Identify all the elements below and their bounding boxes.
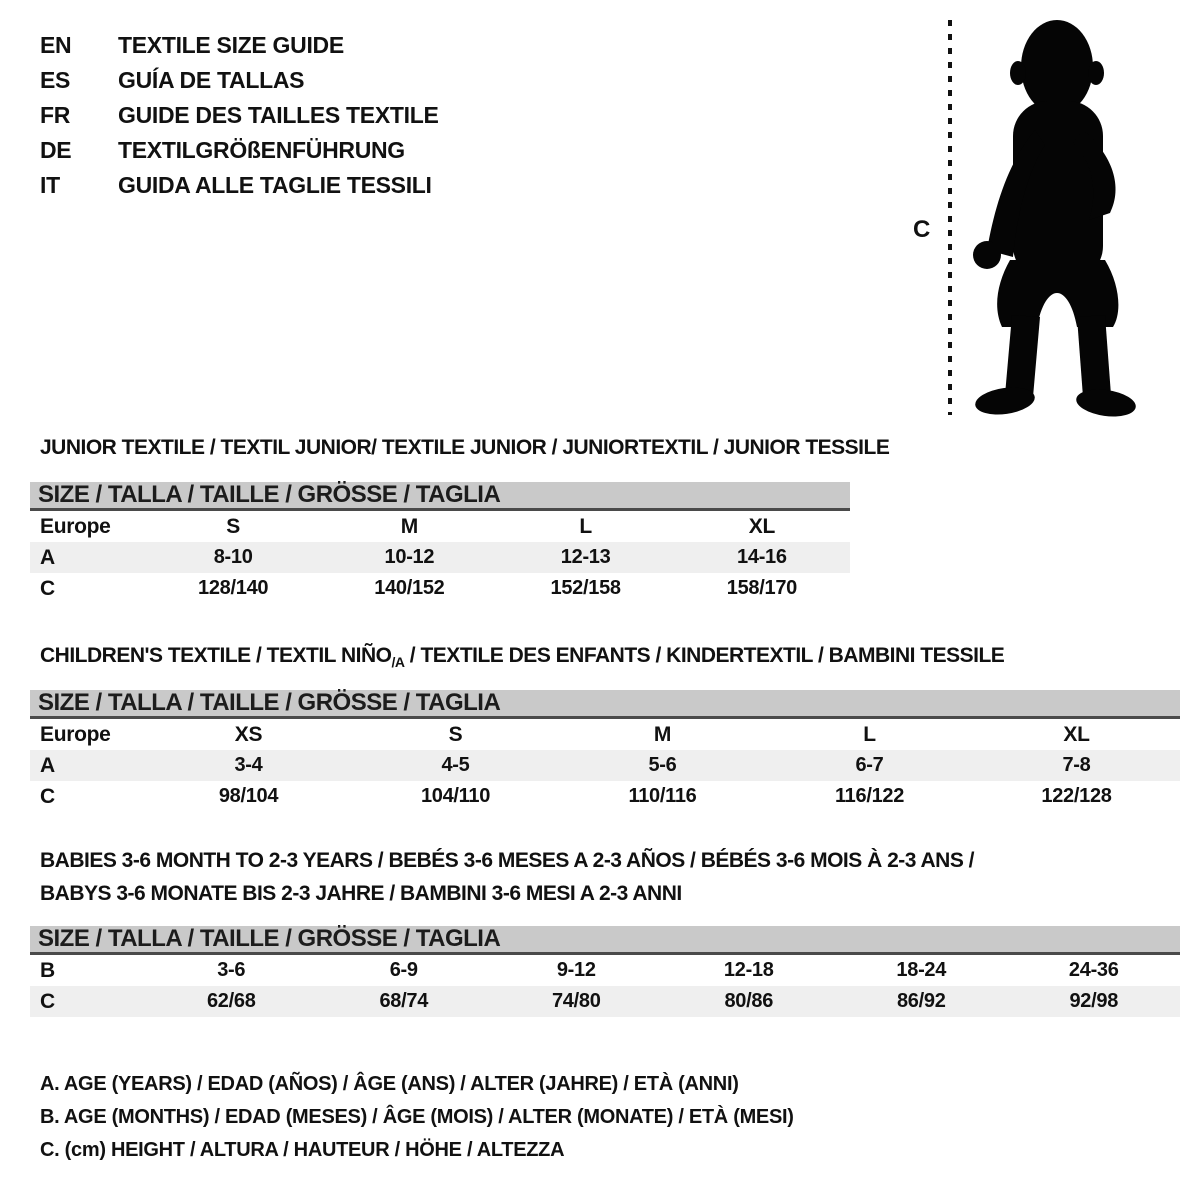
height-measure-label: C (913, 216, 931, 243)
size-value: 104/110 (420, 785, 491, 807)
size-header-label: SIZE / TALLA / TAILLE / GRÖSSE / TAGLIA (38, 689, 501, 716)
size-value: 3-4 (234, 754, 263, 776)
col-header: M (653, 722, 672, 746)
size-value: 68/74 (379, 990, 429, 1012)
row-label: C (40, 784, 55, 808)
lang-row-de (40, 133, 439, 168)
col-header: XL (748, 514, 775, 538)
babies-title-line2: BABYS 3-6 MONATE BIS 2-3 JAHRE / BAMBINI 3-6 MESI A 2-3 ANNI (40, 882, 682, 905)
lang-code: IT (40, 172, 60, 198)
region-label: Europe (40, 514, 111, 538)
size-value: 98/104 (218, 785, 279, 807)
col-header: L (863, 722, 876, 746)
size-value: 62/68 (206, 990, 256, 1012)
lang-code: EN (40, 32, 72, 58)
size-header-bar (30, 690, 1180, 719)
lang-code: FR (40, 102, 71, 128)
lang-code: ES (40, 67, 71, 93)
size-value: 12-13 (560, 546, 611, 568)
children-title-prefix: CHILDREN'S TEXTILE / TEXTIL NIÑO (40, 644, 392, 667)
children-section-title (40, 644, 1004, 670)
lang-title: TEXTILGRÖßENFÜHRUNG (118, 137, 405, 163)
region-label: Europe (40, 722, 111, 746)
size-header-label: SIZE / TALLA / TAILLE / GRÖSSE / TAGLIA (38, 925, 501, 952)
size-value: 128/140 (198, 577, 269, 599)
baby-silhouette-shape (973, 20, 1138, 420)
size-value: 7-8 (1062, 754, 1091, 776)
junior-section-title: JUNIOR TEXTILE / TEXTIL JUNIOR/ TEXTILE JUNIOR / JUNIORTEXTIL / JUNIOR TESSILE (40, 436, 890, 459)
size-value: 10-12 (384, 546, 435, 568)
size-value: 122/128 (1041, 785, 1112, 807)
row-label: B (40, 958, 55, 982)
size-value: 3-6 (217, 959, 246, 981)
lang-title: GUIDA ALLE TAGLIE TESSILI (118, 172, 432, 198)
table-header-row (30, 719, 1180, 750)
measurement-legend (40, 1068, 794, 1167)
col-header: M (400, 514, 418, 538)
babies-title-line1: BABIES 3-6 MONTH TO 2-3 YEARS / BEBÉS 3-6 MESES A 2-3 AÑOS / BÉBÉS 3-6 MOIS À 2-3 ANS / (40, 849, 975, 872)
size-value: 4-5 (441, 754, 470, 776)
lang-title: GUIDE DES TAILLES TEXTILE (118, 102, 439, 128)
col-header: XS (234, 722, 263, 746)
children-size-table (30, 690, 1180, 812)
legend-line-a: A. AGE (YEARS) / EDAD (AÑOS) / ÂGE (ANS) / ALTER (JAHRE) / ETÀ (ANNI) (40, 1073, 739, 1095)
row-label: A (40, 545, 55, 569)
size-value: 152/158 (550, 577, 621, 599)
col-header: S (226, 514, 240, 538)
legend-line-b: B. AGE (MONTHS) / EDAD (MESES) / ÂGE (MOIS) / ALTER (MONATE) / ETÀ (MESI) (40, 1106, 794, 1128)
size-value: 6-7 (855, 754, 884, 776)
size-value: 80/86 (724, 990, 774, 1012)
size-value: 6-9 (389, 959, 418, 981)
children-title-sub: /A (391, 654, 405, 671)
row-label: A (40, 753, 55, 777)
table-row (30, 986, 1180, 1017)
size-value: 14-16 (737, 546, 787, 568)
table-row (30, 542, 850, 573)
size-value: 24-36 (1068, 959, 1119, 981)
lang-title: GUÍA DE TALLAS (118, 67, 305, 93)
size-value: 74/80 (551, 990, 601, 1012)
row-label: C (40, 989, 55, 1013)
table-header-row (30, 511, 850, 542)
legend-line-c: C. (cm) HEIGHT / ALTURA / HAUTEUR / HÖHE / ALTEZZA (40, 1139, 565, 1161)
size-value: 116/122 (834, 785, 905, 807)
lang-row-en (40, 28, 439, 63)
table-row (30, 573, 850, 604)
size-header-label: SIZE / TALLA / TAILLE / GRÖSSE / TAGLIA (38, 481, 501, 508)
table-row (30, 781, 1180, 812)
lang-row-it (40, 168, 439, 203)
size-value: 12-18 (723, 959, 774, 981)
junior-size-table (30, 482, 850, 604)
lang-code: DE (40, 137, 72, 163)
size-value: 92/98 (1069, 990, 1119, 1012)
col-header: S (448, 722, 463, 746)
size-value: 86/92 (896, 990, 946, 1012)
table-row (30, 955, 1180, 986)
lang-title: TEXTILE SIZE GUIDE (118, 32, 344, 58)
lang-row-es (40, 63, 439, 98)
baby-silhouette (905, 5, 1155, 425)
size-value: 110/116 (628, 785, 697, 807)
children-title-suffix: / TEXTILE DES ENFANTS / KINDERTEXTIL / BAMBINI TESSILE (404, 644, 1005, 667)
size-value: 5-6 (648, 754, 677, 776)
language-list (40, 28, 439, 203)
table-row (30, 750, 1180, 781)
col-header: L (579, 514, 592, 538)
col-header: XL (1063, 722, 1090, 746)
row-label: C (40, 576, 55, 600)
babies-size-table (30, 926, 1180, 1017)
size-value: 8-10 (213, 546, 253, 568)
babies-section-title (40, 844, 974, 910)
size-value: 158/170 (726, 577, 797, 599)
size-header-bar (30, 482, 850, 511)
lang-row-fr (40, 98, 439, 133)
size-header-bar (30, 926, 1180, 955)
size-value: 9-12 (556, 959, 596, 981)
size-value: 140/152 (374, 577, 445, 599)
size-value: 18-24 (896, 959, 947, 981)
